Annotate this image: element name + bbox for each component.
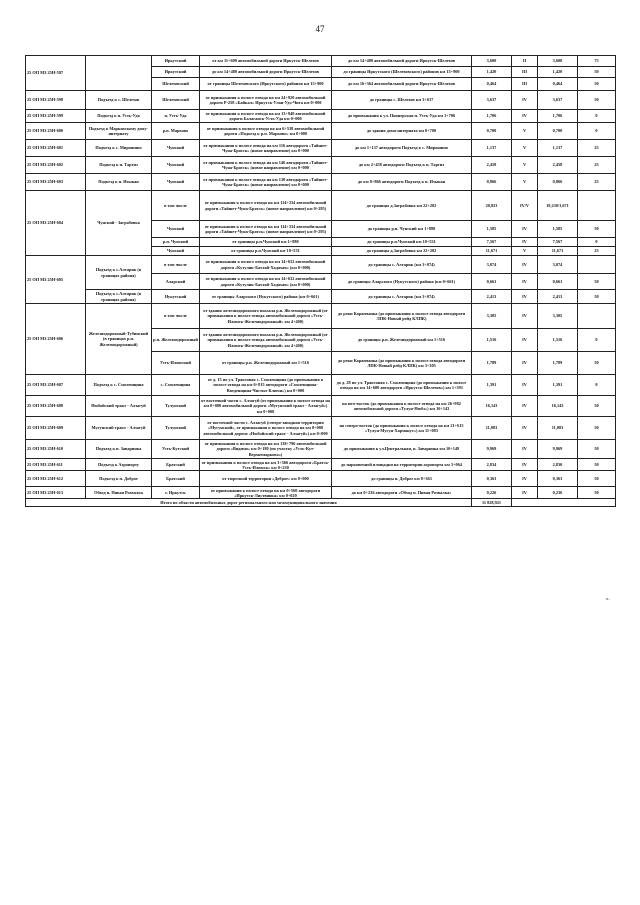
- start-point-cell: от примыкания к полосе отвода на км 130 автодороги «Тайшет-Чуна-Братск» (новое направление) км 0+000: [200, 174, 332, 191]
- start-point-cell: от примыкания к полосе отвода на км 114+334 автомобильной дороги «Тайшет-Чуна-Братск» (новое направление) км 0+295): [200, 191, 332, 221]
- value-cell: 3,637: [472, 91, 512, 110]
- value-cell: 25: [578, 247, 616, 256]
- end-point-cell: до примыкания к ул. Пионерская п. Усть-Уда км 1+706: [332, 110, 472, 123]
- value-cell: 9,969: [472, 440, 512, 459]
- value-cell: 1,137: [538, 140, 578, 157]
- road-id-cell: 25 ОП МЗ 25Н-606: [26, 304, 86, 375]
- district-cell: г. Иркутск: [152, 487, 200, 499]
- value-cell: 11,671: [472, 247, 512, 256]
- total-value: 11 828,921: [472, 499, 512, 507]
- district-cell: Чунский: [152, 221, 200, 238]
- value-cell: 50: [578, 396, 616, 417]
- value-cell: 2,413: [472, 290, 512, 304]
- road-name-cell: Подъезд к п. Таргиз: [86, 157, 152, 174]
- value-cell: 1,789: [472, 352, 512, 375]
- end-point-cell: на северо-восток (до примыкания к полосе отвода на км 21+615 «Тулун-Мугун-Харманут») км 11+083: [332, 417, 472, 440]
- table-row: [26, 440, 616, 459]
- value-cell: 25: [578, 140, 616, 157]
- end-point-cell: до здания дома-интерната км 0+700: [332, 123, 472, 140]
- value-cell: 50: [578, 290, 616, 304]
- value-cell: IV: [512, 375, 538, 396]
- road-id-cell: 25 ОП МЗ 25Н-605: [26, 256, 86, 304]
- total-row: [26, 499, 616, 507]
- end-point-cell: до км 0+866 автодороги Подъезд к п. Изыкан: [332, 174, 472, 191]
- end-point-cell: до реки Карапчанка (до примыкания к полосе отвода автодороги ЛПК-Новый рейд КЛПК): [332, 304, 472, 329]
- end-point-cell: до границы р.п. Чунский км 1+880: [332, 221, 472, 238]
- table-row: [26, 110, 616, 123]
- table-row: [26, 417, 616, 440]
- start-point-cell: от примыкания к полосе отвода на км 116 автодороги «Тайшет-Чуна-Братск» (новое направление) км 0+000: [200, 140, 332, 157]
- value-cell: 0,363: [538, 471, 578, 487]
- district-cell: Шелеховский: [152, 78, 200, 91]
- value-cell: 0,661: [472, 274, 512, 290]
- value-cell: 50: [578, 352, 616, 375]
- start-point-cell: до км 14+480 автомобильной дороги Иркутск-Шелехов: [200, 67, 332, 78]
- value-cell: 11,671: [538, 247, 578, 256]
- start-point-cell: от тюремной территории «Доброе» км 0+000: [200, 471, 332, 487]
- value-cell: IV: [512, 459, 538, 471]
- road-id-cell: 25 ОП МЗ 25Н-603: [26, 174, 86, 191]
- value-cell: IV: [512, 304, 538, 329]
- road-id-cell: 25 ОП МЗ 25Н-604: [26, 191, 86, 256]
- road-name-cell: Подъезд к п. Заваринка: [86, 440, 152, 459]
- road-id-cell: 25 ОП МЗ 25Н-601: [26, 140, 86, 157]
- road-name-cell: Подъезд к п. Усть-Уда: [86, 110, 152, 123]
- district-cell: Иркутский: [152, 67, 200, 78]
- table-row: [26, 174, 616, 191]
- start-point-cell: от примыкания к полосе отвода на км 13+940 автомобильной дороги Балаганск-Усть-Уда км 0+000: [200, 110, 332, 123]
- end-point-cell: до границы р.п.Чунский км 10+531: [332, 238, 472, 247]
- value-cell: 1,420: [538, 67, 578, 78]
- district-cell: Братский: [152, 471, 200, 487]
- end-point-cell: до границы Иркутского (Шелеховского) районов км 15+900: [332, 67, 472, 78]
- start-point-cell: от границы р.п.Чунский км 10+531: [200, 247, 332, 256]
- district-cell: Тулунский: [152, 417, 200, 440]
- value-cell: 25: [578, 157, 616, 174]
- end-point-cell: до реки Карапчанка (до примыкания к полосе отвода автодороги ЛПК-Новый рейд КЛПК) км 3+305: [332, 352, 472, 375]
- end-point-cell: до границы с. Шелехов км 3+637: [332, 91, 472, 110]
- value-cell: IV: [512, 110, 538, 123]
- value-cell: 1,585: [538, 221, 578, 238]
- road-id-cell: 25 ОП МЗ 25Н-598: [26, 91, 86, 110]
- value-cell: 1,420: [472, 67, 512, 78]
- value-cell: 50: [578, 78, 616, 91]
- district-cell: Усть-Илимский: [152, 352, 200, 375]
- road-id-cell: 25 ОП МЗ 25Н-600: [26, 123, 86, 140]
- start-point-cell: от примыкания к полосе отвода на км 138+796 автомобильной дороги «Видимо» км 0+180 (по участку «Усть-Кут-Верхнемарково»): [200, 440, 332, 459]
- district-cell: р.п. Железнодорожный: [152, 329, 200, 352]
- district-cell: в том числе: [152, 256, 200, 274]
- value-cell: [578, 191, 616, 221]
- road-name-cell: Подъезд к с. Мирошино: [86, 140, 152, 157]
- road-id-cell: 25 ОП МЗ 25Н-608: [26, 396, 86, 417]
- road-name-cell: Подъезд к с. Смоленщина: [86, 375, 152, 396]
- end-point-cell: до границы Аларского (Нукутского) района (км 0+661): [332, 274, 472, 290]
- district-cell: в том числе: [152, 191, 200, 221]
- value-cell: 3,074: [472, 256, 512, 274]
- road-id-cell: 25 ОП МЗ 25Н-599: [26, 110, 86, 123]
- start-point-cell: от км 11+600 автомобильной дороги Иркутск-Шелехов: [200, 56, 332, 67]
- value-cell: 0,866: [538, 174, 578, 191]
- value-cell: 3,074: [538, 256, 578, 274]
- table-row: [26, 290, 616, 304]
- start-point-cell: от границы р.п.Чунский км 1+880: [200, 238, 332, 247]
- district-cell: Иркутский: [152, 56, 200, 67]
- road-name-cell: Подъезд к с. Шелехов: [86, 91, 152, 110]
- value-cell: 0,700: [538, 123, 578, 140]
- value-cell: 1,391: [538, 375, 578, 396]
- value-cell: 50: [578, 417, 616, 440]
- value-cell: V: [512, 157, 538, 174]
- road-name-cell: [86, 56, 152, 91]
- road-id-cell: 25 ОП МЗ 25Н-612: [26, 471, 86, 487]
- table-row: [26, 91, 616, 110]
- district-cell: п. Усть-Уда: [152, 110, 200, 123]
- district-cell: р.п. Чунский: [152, 238, 200, 247]
- value-cell: 1,516: [472, 329, 512, 352]
- value-cell: 0: [578, 329, 616, 352]
- value-cell: 1,585: [472, 221, 512, 238]
- start-point-cell: от примыкания к полосе отвода на км 114+334 автомобильной дороги «Тайшет-Чуна-Братск» (новое направление) км 0+295): [200, 221, 332, 238]
- table-row: [26, 396, 616, 417]
- start-point-cell: от примыкания к полосе отвода на км 0+560 автодороги «Иркутск-Листвянка» км 0+020: [200, 487, 332, 499]
- table-row: [26, 123, 616, 140]
- end-point-cell: до км 16+364 автомобильной дороги Иркутск-Шелехов: [332, 78, 472, 91]
- value-cell: 1,516: [538, 329, 578, 352]
- start-point-cell: от примыкания к полосе отвода на км 146 автодороги «Тайшет-Чуна-Братск» (новое направление) км 0+000: [200, 157, 332, 174]
- end-point-cell: до границы д.Заграбовка км 22+202: [332, 191, 472, 221]
- value-cell: 0: [578, 123, 616, 140]
- value-cell: 3,600: [538, 56, 578, 67]
- table-row: [26, 256, 616, 274]
- value-cell: IV: [512, 329, 538, 352]
- page-number: 47: [315, 24, 325, 34]
- value-cell: 0,236: [538, 487, 578, 499]
- start-point-cell: от восточной части с. Алзагуй (от примыкания к полосе отвода на км 0+000 автомобильной дороги «Мугунский тракт - Алзагуй») км 0+000: [200, 396, 332, 417]
- value-cell: V: [512, 174, 538, 191]
- value-cell: IV: [512, 91, 538, 110]
- value-cell: 50: [578, 67, 616, 78]
- value-cell: [578, 256, 616, 274]
- value-cell: 2,830: [538, 459, 578, 471]
- value-cell: IV: [512, 440, 538, 459]
- district-cell: р.п. Марково: [152, 123, 200, 140]
- start-point-cell: от примыкания к полосе отвода на км 24+920 автомобильной дороги Р-258 «Байкал» Иркутск-Улан-Удэ-Чита км 0+000: [200, 91, 332, 110]
- table-row: [26, 304, 616, 329]
- table-row: [26, 56, 616, 67]
- total-empty-cell: [512, 499, 616, 507]
- value-cell: 11,083: [472, 417, 512, 440]
- value-cell: 11,083: [538, 417, 578, 440]
- district-cell: Чунский: [152, 140, 200, 157]
- table-row: [26, 157, 616, 174]
- value-cell: 3,305: [538, 304, 578, 329]
- road-id-cell: 25 ОП МЗ 25Н-607: [26, 375, 86, 396]
- value-cell: 1,789: [538, 352, 578, 375]
- value-cell: II: [512, 56, 538, 67]
- value-cell: 50: [578, 459, 616, 471]
- end-point-cell: до границы с. Алтарик (км 3+074): [332, 256, 472, 274]
- road-id-cell: 25 ОП МЗ 25Н-613: [26, 487, 86, 499]
- value-cell: IV: [512, 221, 538, 238]
- value-cell: IV: [512, 274, 538, 290]
- start-point-cell: от здания железнодорожного вокзала р.п. Железнодорожный (от примыкания к полосе отвода автомобильной дороги «Усть-Илимск-Железнодорожный» км 4+400): [200, 304, 332, 329]
- value-cell: IV/V: [512, 191, 538, 221]
- value-cell: 50: [578, 471, 616, 487]
- district-cell: Тулунский: [152, 396, 200, 417]
- end-point-cell: до границы п. Доброе км 0+363: [332, 471, 472, 487]
- value-cell: 50: [578, 91, 616, 110]
- road-name-cell: Подъезд к Марковскому дому-интернату: [86, 123, 152, 140]
- start-point-cell: от примыкания к полосе отвода на км 3+566 автодороги «Братск-Усть-Илимск» км 0+230: [200, 459, 332, 471]
- table-row: [26, 375, 616, 396]
- value-cell: IV: [512, 487, 538, 499]
- start-point-cell: от примыкания к полосе отвода на км 14+632 автомобильной дороги «Кутулик-Бахтай-Хадахан» (км 0+000): [200, 274, 332, 290]
- start-point-cell: от примыкания к полосе отвода на км 14+632 автомобильной дороги «Кутулик-Бахтай-Хадахан» (км 0+000): [200, 256, 332, 274]
- road-id-cell: 25 ОП МЗ 25Н-602: [26, 157, 86, 174]
- value-cell: 2,413: [538, 290, 578, 304]
- road-name-cell: Подъезд к п. Изыкан: [86, 174, 152, 191]
- value-cell: 75: [578, 56, 616, 67]
- value-cell: 3,305: [472, 304, 512, 329]
- road-name-cell: Железнодорожный-Тубинский (в границах р.п. Железнодорожный): [86, 304, 152, 375]
- value-cell: III: [512, 67, 538, 78]
- value-cell: 1,137: [472, 140, 512, 157]
- value-cell: 2,834: [472, 459, 512, 471]
- road-id-cell: 25 ОП МЗ 25Н-611: [26, 459, 86, 471]
- road-name-cell: Подъезд к с.Алтарик (в границах района): [86, 256, 152, 290]
- start-point-cell: от восточной части с. Алзагуй (северо-западная территория «Мугунский», от примыкания к полосе отвода на км 0+000 автомобильной дороги «Нюбойский тракт - Алзагуй») км 0+000: [200, 417, 332, 440]
- end-point-cell: до парковочной площадки на территории аэропорта км 3+064: [332, 459, 472, 471]
- value-cell: [578, 304, 616, 329]
- value-cell: 0,464: [472, 78, 512, 91]
- value-cell: 3,600: [472, 56, 512, 67]
- value-cell: 0: [578, 238, 616, 247]
- value-cell: 0,464: [538, 78, 578, 91]
- value-cell: 1,706: [472, 110, 512, 123]
- road-id-cell: 25 ОП МЗ 25Н-597: [26, 56, 86, 91]
- table-row: [26, 459, 616, 471]
- value-cell: IV: [512, 290, 538, 304]
- value-cell: 50: [578, 487, 616, 499]
- table-row: [26, 191, 616, 221]
- value-cell: 25: [578, 174, 616, 191]
- closing-quote-mark: ».: [606, 597, 610, 602]
- table-row: [26, 471, 616, 487]
- total-label: Итого по области автомобильных дорог регионального или межмуниципального значения: [26, 499, 472, 507]
- district-cell: Чунский: [152, 157, 200, 174]
- district-cell: Усть-Кутский: [152, 440, 200, 459]
- value-cell: 16,143: [538, 396, 578, 417]
- end-point-cell: до границы д.Заграбовка км 22+202: [332, 247, 472, 256]
- end-point-cell: до д. 28 по ул. Трактовая с. Смоленщина (до примыкания к полосе отвода на км 14+600 автодороги «Иркутск-Шелехов») км 1+391: [332, 375, 472, 396]
- value-cell: 1,391: [472, 375, 512, 396]
- value-cell: 0,866: [472, 174, 512, 191]
- road-id-cell: 25 ОП МЗ 25Н-609: [26, 417, 86, 440]
- district-cell: Аларский: [152, 274, 200, 290]
- value-cell: IV: [512, 238, 538, 247]
- value-cell: 2,458: [538, 157, 578, 174]
- value-cell: 50: [578, 274, 616, 290]
- road-name-cell: Подъезд к с.Алтарик (в границах района): [86, 290, 152, 304]
- value-cell: 7,567: [538, 238, 578, 247]
- value-cell: 0,661: [538, 274, 578, 290]
- value-cell: 0,700: [472, 123, 512, 140]
- start-point-cell: от д. 15 по ул. Трактовая с. Смоленщина (до примыкания к полосе отвода на км 6+815 автодороги «Смоленщина-Введенщина-Чистые Ключи») км 0+000: [200, 375, 332, 396]
- end-point-cell: до границы р.п. Железнодорожный км 1+516: [332, 329, 472, 352]
- value-cell: 7,567: [472, 238, 512, 247]
- value-cell: 19,230/1,671: [538, 191, 578, 221]
- end-point-cell: до км 1+137 автодороги Подъезд к с. Мирошино: [332, 140, 472, 157]
- value-cell: 3,637: [538, 91, 578, 110]
- road-name-cell: Мугунский тракт - Алзагуй: [86, 417, 152, 440]
- value-cell: IV: [512, 256, 538, 274]
- end-point-cell: до примыкания к ул.Центральная, п. Заваринка км 10+149: [332, 440, 472, 459]
- value-cell: IV: [512, 396, 538, 417]
- table-row: [26, 487, 616, 499]
- value-cell: 20,823: [472, 191, 512, 221]
- start-point-cell: от здания железнодорожного вокзала р.п. Железнодорожный (от примыкания к полосе отвода автомобильной дороги «Усть-Илимск-Железнодорожный» км 4+400): [200, 329, 332, 352]
- end-point-cell: до границы с. Алтарик (км 3+074): [332, 290, 472, 304]
- end-point-cell: до км 0+236 автодороги «Обход п. Пивая Розвалка»: [332, 487, 472, 499]
- road-name-cell: Подъезд к Аэропорту: [86, 459, 152, 471]
- district-cell: с. Смоленщина: [152, 375, 200, 396]
- road-name-cell: Нюбойский тракт - Алзагуй: [86, 396, 152, 417]
- road-name-cell: Обход п. Пивая Розвалка: [86, 487, 152, 499]
- district-cell: Чунский: [152, 174, 200, 191]
- value-cell: V: [512, 123, 538, 140]
- end-point-cell: до км 2+458 автодороги Подъезд к п. Таргиз: [332, 157, 472, 174]
- value-cell: 9,969: [538, 440, 578, 459]
- value-cell: V: [512, 140, 538, 157]
- start-point-cell: от границы Шелеховского (Иркутского) районов км 15+900: [200, 78, 332, 91]
- district-cell: Шелеховский: [152, 91, 200, 110]
- value-cell: III: [512, 78, 538, 91]
- road-name-cell: Чунский - Заграбовка: [86, 191, 152, 256]
- table-row: [26, 140, 616, 157]
- roads-table: [25, 55, 616, 507]
- end-point-cell: на юго-восток (до примыкания к полосе отвода на км 26+982 автомобильной дороги «Тулун-Нюбэ») км 16+143: [332, 396, 472, 417]
- district-cell: Чунский: [152, 247, 200, 256]
- value-cell: 0,363: [472, 471, 512, 487]
- value-cell: IV: [512, 471, 538, 487]
- value-cell: 16,143: [472, 396, 512, 417]
- start-point-cell: от границы Аларского (Нукутского) района (км 0+661): [200, 290, 332, 304]
- start-point-cell: от границы р.п. Железнодорожный км 1+516: [200, 352, 332, 375]
- value-cell: V: [512, 247, 538, 256]
- value-cell: IV: [512, 352, 538, 375]
- value-cell: 50: [578, 221, 616, 238]
- district-cell: Братский: [152, 459, 200, 471]
- value-cell: 0,226: [472, 487, 512, 499]
- district-cell: Нукутский: [152, 290, 200, 304]
- road-name-cell: Подъезд к п. Доброе: [86, 471, 152, 487]
- value-cell: 0: [578, 110, 616, 123]
- district-cell: в том числе: [152, 304, 200, 329]
- end-point-cell: до км 14+480 автомобильной дороги Иркутск-Шелехов: [332, 56, 472, 67]
- value-cell: 0: [578, 375, 616, 396]
- value-cell: 50: [578, 440, 616, 459]
- start-point-cell: от примыкания к полосе отвода на км 6+538 автомобильной дороги «Подъезд к р.п. Марково» км 0+000: [200, 123, 332, 140]
- value-cell: 1,706: [538, 110, 578, 123]
- road-id-cell: 25 ОП МЗ 25Н-610: [26, 440, 86, 459]
- value-cell: 2,458: [472, 157, 512, 174]
- value-cell: IV: [512, 417, 538, 440]
